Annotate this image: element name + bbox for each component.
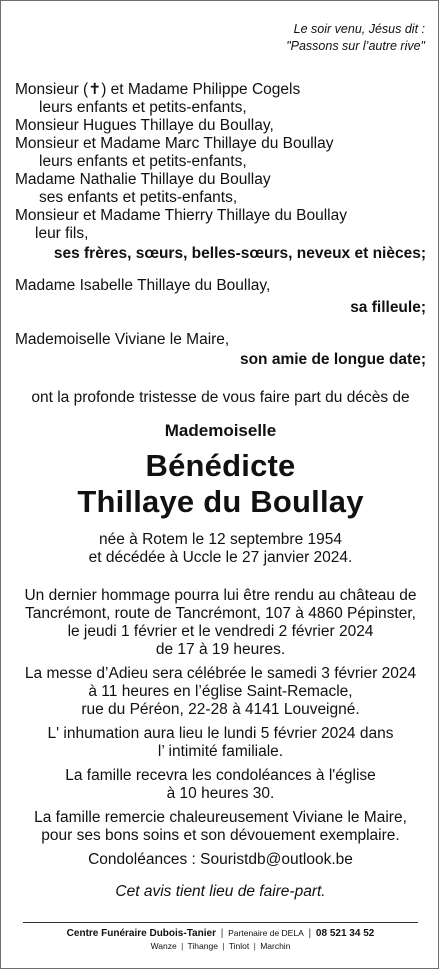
- detail-line-6: à 11 heures en l’église Saint-Remacle,: [88, 683, 353, 700]
- family-line-1-b: ) et Madame Philippe Cogels: [101, 81, 301, 98]
- footer-sep: |: [308, 928, 312, 939]
- detail-line-10: La famille recevra les condoléances à l'église: [65, 767, 376, 784]
- family-line-9: leur fils,: [35, 225, 89, 242]
- footer-loc-2: Tihange: [187, 941, 218, 951]
- family-line-12: sa filleule;: [350, 299, 426, 316]
- epigraph-line-2: "Passons sur l’autre rive": [286, 39, 425, 53]
- detail-line-5: La messe d’Adieu sera célébrée le samedi 3 février 2024: [24, 665, 417, 682]
- deceased-title: Mademoiselle: [164, 421, 277, 440]
- family-line-7: ses enfants et petits-enfants,: [39, 189, 238, 206]
- family-line-6: Madame Nathalie Thillaye du Boullay: [15, 171, 271, 188]
- family-line-2: leurs enfants et petits-enfants,: [39, 99, 247, 116]
- footer-partner: Partenaire de DELA: [228, 928, 304, 938]
- detail-line-1: Un dernier hommage pourra lui être rendu au château de: [24, 587, 417, 604]
- detail-line-8: L' inhumation aura lieu le lundi 5 février 2024 dans: [47, 725, 394, 742]
- detail-line-13: pour ses bons soins et son dévouement exemplaire.: [41, 827, 400, 844]
- footer-sep: |: [253, 941, 256, 951]
- family-line-14: son amie de longue date;: [239, 351, 426, 368]
- notice-note: Cet avis tient lieu de faire-part.: [115, 883, 326, 900]
- detail-line-12: La famille remercie chaleureusement Viviane le Maire,: [34, 809, 407, 826]
- family-line-5: leurs enfants et petits-enfants,: [39, 153, 247, 170]
- family-line-10: ses frères, sœurs, belles-sœurs, neveux et nièces;: [53, 245, 426, 262]
- family-line-13: Mademoiselle Viviane le Maire,: [15, 331, 230, 348]
- footer-phone: 08 521 34 52: [315, 928, 375, 939]
- footer-company-line: [1, 927, 439, 940]
- footer-loc-3: Tinlot: [228, 941, 250, 951]
- family-line-1-a: Monsieur (: [15, 81, 89, 98]
- family-line-4: Monsieur et Madame Marc Thillaye du Boullay: [15, 135, 334, 152]
- footer-loc-1: Wanze: [150, 941, 177, 951]
- footer-divider: [23, 922, 418, 923]
- birth-line: née à Rotem le 12 septembre 1954: [99, 531, 342, 548]
- detail-line-9: l’ intimité familiale.: [157, 743, 284, 760]
- detail-line-11: à 10 heures 30.: [166, 785, 275, 802]
- footer-company: Centre Funéraire Dubois-Tanier: [66, 928, 216, 939]
- detail-line-7: rue du Péréon, 22-28 à 4141 Louveigné.: [81, 701, 360, 718]
- detail-line-3: le jeudi 1 février et le vendredi 2 février 2024: [67, 623, 374, 640]
- footer-sep: |: [222, 941, 225, 951]
- epigraph-line-1: Le soir venu, Jésus dit :: [293, 22, 425, 36]
- detail-line-2: Tancrémont, route de Tancrémont, 107 à 4860 Pépinster,: [25, 605, 416, 622]
- family-line-1: [15, 81, 300, 99]
- family-line-8: Monsieur et Madame Thierry Thillaye du Boullay: [15, 207, 347, 224]
- deceased-first-name: Bénédicte: [145, 448, 296, 483]
- footer-sep: |: [220, 928, 224, 939]
- footer-sep: |: [181, 941, 184, 951]
- family-line-3: Monsieur Hugues Thillaye du Boullay,: [15, 117, 274, 134]
- announcement-line: ont la profonde tristesse de vous faire part du décès de: [31, 389, 410, 406]
- footer-loc-4: Marchin: [260, 941, 291, 951]
- death-line: et décédée à Uccle le 27 janvier 2024.: [88, 549, 353, 566]
- footer-locations: [1, 940, 439, 952]
- cross-icon: ✝: [88, 81, 102, 98]
- detail-line-4: de 17 à 19 heures.: [155, 641, 286, 658]
- deceased-last-name: Thillaye du Boullay: [77, 484, 364, 519]
- family-line-11: Madame Isabelle Thillaye du Boullay,: [15, 277, 271, 294]
- condolences-email: Condoléances : Souristdb@outlook.be: [88, 851, 353, 868]
